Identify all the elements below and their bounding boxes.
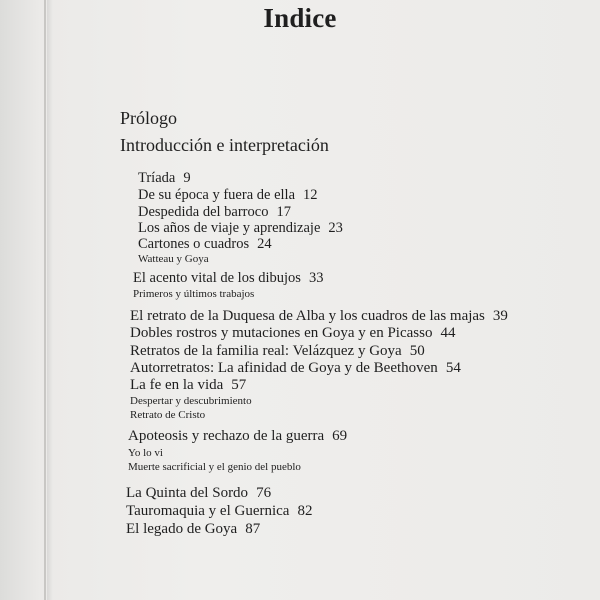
section-introduccion: Introducción e interpretación [120,135,329,155]
toc-subentry: Watteau y Goya [138,253,209,265]
toc-entry [130,360,461,377]
toc-subentry: Retrato de Cristo [130,409,206,421]
toc-subentry: Primeros y últimos trabajos [133,288,255,300]
toc-entry-title: La Quinta del Sordo [126,485,249,501]
toc-entry-title: Los años de viaje y aprendizaje [138,220,321,236]
toc-entry [130,325,455,342]
toc-entry-page: 54 [445,360,461,376]
toc-entry-title: La fe en la vida [130,377,224,393]
toc-entry-title: Tauromaquia y el Guernica [126,503,290,519]
toc-entry-page: 82 [297,503,313,519]
toc-entry-page: 50 [409,343,425,359]
toc-entry-page: 69 [332,428,348,444]
toc-entry-page: 24 [257,236,272,252]
toc-entry [128,428,347,445]
toc-entry-title: Despedida del barroco [138,204,269,220]
toc-subentry: Despertar y descubrimiento [130,395,252,407]
toc-entry [130,308,508,325]
toc-entry-page: 39 [492,308,508,324]
page-gutter-shadow [47,0,53,600]
toc-entry-title: Retratos de la familia real: Velázquez y Goya [130,343,402,359]
toc-entry-title: Cartones o cuadros [138,236,250,252]
toc-entry-title: El legado de Goya [126,521,238,537]
toc-entry [133,270,323,287]
toc-entry [138,187,318,204]
toc-entry-page: 17 [276,204,291,220]
toc-entry-page: 33 [308,270,324,286]
toc-entry-title: El acento vital de los dibujos [133,270,301,286]
toc-entry [130,377,246,394]
section-prologo: Prólogo [120,108,178,128]
toc-entry-page: 57 [231,377,247,393]
toc-entry [138,204,291,221]
toc-entry [138,170,191,187]
toc-entry-page: 76 [256,485,272,501]
page-gutter-line [44,0,46,600]
toc-entry-title: De su época y fuera de ella [138,187,296,203]
toc-entry [138,236,272,253]
page-title: Indice [263,3,337,33]
toc-entry [138,220,343,237]
toc-subentry: Yo lo vi [128,447,163,459]
toc-entry-page: 12 [303,187,318,203]
toc-entry [126,503,312,520]
toc-entry-page: 87 [245,521,261,537]
toc-entry [126,485,271,502]
toc-entry-title: Tríada [138,170,176,186]
toc-subentry: Muerte sacrificial y el genio del pueblo [128,461,301,473]
toc-entry-title: Autorretratos: La afinidad de Goya y de Beethoven [130,360,438,376]
toc-entry-page: 44 [440,325,456,341]
toc-entry-page: 9 [183,170,191,186]
toc-entry [130,343,425,360]
toc-entry [126,521,260,538]
toc-entry-title: Dobles rostros y mutaciones en Goya y en Picasso [130,325,433,341]
toc-entry-page: 23 [328,220,343,236]
toc-entry-title: El retrato de la Duquesa de Alba y los cuadros de las majas [130,308,485,324]
toc-entry-title: Apoteosis y rechazo de la guerra [128,428,325,444]
